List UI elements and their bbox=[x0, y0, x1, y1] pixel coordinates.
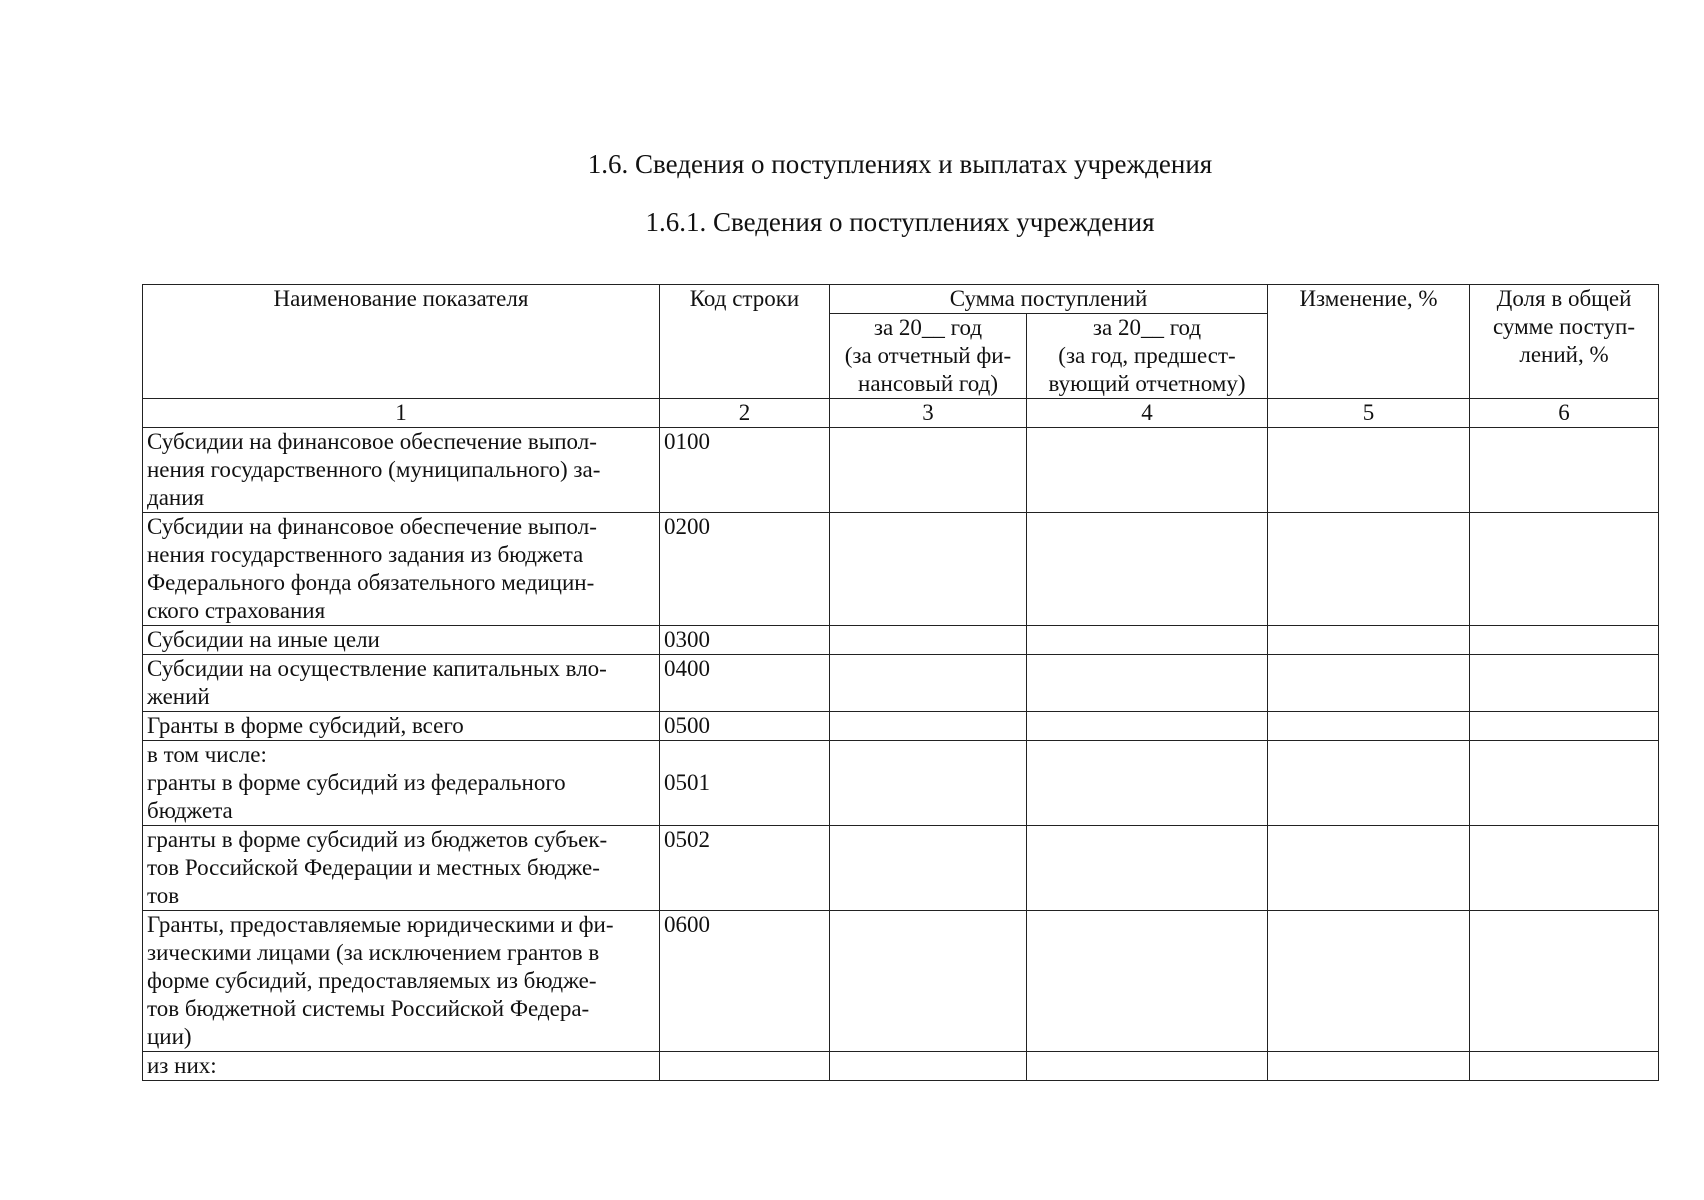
row-code-cell bbox=[660, 1052, 830, 1081]
indicator-name-line: Федерального фонда обязательного медицин- bbox=[147, 570, 595, 595]
header-share bbox=[1470, 285, 1659, 399]
value-cell[interactable] bbox=[1027, 1052, 1268, 1081]
value-cell[interactable] bbox=[1268, 741, 1470, 826]
indicator-name-line: Гранты, предоставляемые юридическими и фи- bbox=[147, 912, 614, 937]
indicator-name-line: бюджета bbox=[147, 798, 233, 823]
indicator-name-line: ции) bbox=[147, 1024, 192, 1049]
row-code-cell: 0502 bbox=[660, 826, 830, 911]
indicator-name-line: гранты в форме субсидий из федерального bbox=[147, 770, 566, 795]
indicator-name-line: Субсидии на финансовое обеспечение выпол- bbox=[147, 514, 597, 539]
value-cell[interactable] bbox=[830, 655, 1027, 712]
indicator-name-cell bbox=[143, 626, 660, 655]
header-sum-reporting-line: нансовый год) bbox=[858, 371, 998, 396]
indicator-name-cell bbox=[143, 513, 660, 626]
column-number: 5 bbox=[1268, 399, 1470, 428]
header-sum-reporting-line: (за отчетный фи- bbox=[844, 343, 1012, 368]
indicator-name-cell bbox=[143, 911, 660, 1052]
indicator-name-line: тов Российской Федерации и местных бюдже- bbox=[147, 855, 600, 880]
value-cell[interactable] bbox=[1268, 712, 1470, 741]
column-number-row bbox=[143, 399, 1659, 428]
column-number: 1 bbox=[143, 399, 660, 428]
value-cell[interactable] bbox=[1027, 626, 1268, 655]
value-cell[interactable] bbox=[830, 626, 1027, 655]
header-sum-previous-line: за 20__ год bbox=[1092, 315, 1202, 340]
value-cell[interactable] bbox=[830, 741, 1027, 826]
column-number: 6 bbox=[1470, 399, 1659, 428]
indicator-name-cell bbox=[143, 741, 660, 826]
value-cell[interactable] bbox=[1027, 826, 1268, 911]
value-cell[interactable] bbox=[830, 826, 1027, 911]
indicator-name-line: тов bbox=[147, 883, 180, 908]
indicator-name-cell bbox=[143, 1052, 660, 1081]
header-name: Наименование показателя bbox=[143, 285, 660, 399]
row-code-cell: 0500 bbox=[660, 712, 830, 741]
header-sum-previous bbox=[1027, 314, 1268, 399]
receipts-table bbox=[142, 284, 1659, 1081]
table-row bbox=[143, 712, 1659, 741]
indicator-name-line: Субсидии на осуществление капитальных вло- bbox=[147, 656, 607, 681]
value-cell[interactable] bbox=[1470, 655, 1659, 712]
column-number: 4 bbox=[1027, 399, 1268, 428]
row-code-cell: 0200 bbox=[660, 513, 830, 626]
value-cell[interactable] bbox=[1470, 712, 1659, 741]
indicator-name-line: форме субсидий, предоставляемых из бюдже- bbox=[147, 968, 597, 993]
indicator-name-line: дания bbox=[147, 485, 205, 510]
indicator-name-line: Субсидии на финансовое обеспечение выпол- bbox=[147, 429, 597, 454]
row-code-cell: 0501 bbox=[660, 741, 830, 826]
value-cell[interactable] bbox=[1268, 513, 1470, 626]
value-cell[interactable] bbox=[1027, 513, 1268, 626]
indicator-name-line: ского страхования bbox=[147, 598, 326, 623]
value-cell[interactable] bbox=[1268, 428, 1470, 513]
value-cell[interactable] bbox=[1027, 741, 1268, 826]
value-cell[interactable] bbox=[1470, 626, 1659, 655]
indicator-name-line: тов бюджетной системы Российской Федера- bbox=[147, 996, 590, 1021]
indicator-name-cell bbox=[143, 428, 660, 513]
value-cell[interactable] bbox=[1027, 712, 1268, 741]
indicator-name-cell bbox=[143, 655, 660, 712]
value-cell[interactable] bbox=[1027, 428, 1268, 513]
indicator-name-line: Гранты в форме субсидий, всего bbox=[147, 713, 464, 738]
header-share-line: сумме поступ- bbox=[1493, 314, 1635, 339]
value-cell[interactable] bbox=[830, 513, 1027, 626]
value-cell[interactable] bbox=[1268, 626, 1470, 655]
indicator-name-line: нения государственного (муниципального) за- bbox=[147, 457, 601, 482]
value-cell[interactable] bbox=[1268, 911, 1470, 1052]
indicator-name-line: жений bbox=[147, 684, 210, 709]
table-row bbox=[143, 826, 1659, 911]
header-share-line: лений, % bbox=[1519, 342, 1609, 367]
value-cell[interactable] bbox=[830, 712, 1027, 741]
value-cell[interactable] bbox=[1027, 911, 1268, 1052]
table-row bbox=[143, 428, 1659, 513]
indicator-name-line: из них: bbox=[147, 1053, 217, 1078]
table-body bbox=[143, 428, 1659, 1081]
value-cell[interactable] bbox=[1470, 826, 1659, 911]
table-row bbox=[143, 655, 1659, 712]
indicator-name-line: гранты в форме субсидий из бюджетов субъек- bbox=[147, 827, 608, 852]
row-code-cell: 0100 bbox=[660, 428, 830, 513]
row-code-cell: 0600 bbox=[660, 911, 830, 1052]
header-sum-previous-line: вующий отчетному) bbox=[1048, 371, 1246, 396]
value-cell[interactable] bbox=[1470, 741, 1659, 826]
table-row bbox=[143, 911, 1659, 1052]
header-share-line: Доля в общей bbox=[1496, 286, 1632, 311]
indicator-name-line: нения государственного задания из бюджета bbox=[147, 542, 584, 567]
table-row bbox=[143, 513, 1659, 626]
column-number: 3 bbox=[830, 399, 1027, 428]
value-cell[interactable] bbox=[1470, 428, 1659, 513]
value-cell[interactable] bbox=[1470, 513, 1659, 626]
indicator-name-cell bbox=[143, 826, 660, 911]
indicator-name-cell bbox=[143, 712, 660, 741]
value-cell[interactable] bbox=[830, 911, 1027, 1052]
value-cell[interactable] bbox=[1268, 826, 1470, 911]
value-cell[interactable] bbox=[1470, 1052, 1659, 1081]
value-cell[interactable] bbox=[1268, 1052, 1470, 1081]
header-code: Код строки bbox=[660, 285, 830, 399]
indicator-name-line: в том числе: bbox=[147, 742, 267, 767]
header-sum-previous-line: (за год, предшест- bbox=[1058, 343, 1236, 368]
value-cell[interactable] bbox=[830, 1052, 1027, 1081]
table-row bbox=[143, 626, 1659, 655]
indicator-name-line: Субсидии на иные цели bbox=[147, 627, 380, 652]
section-heading: 1.6. Сведения о поступлениях и выплатах учреждения bbox=[587, 149, 1213, 179]
value-cell[interactable] bbox=[1470, 911, 1659, 1052]
indicator-name-line: зическими лицами (за исключением грантов в bbox=[147, 940, 600, 965]
table-row bbox=[143, 1052, 1659, 1081]
header-change: Изменение, % bbox=[1268, 285, 1470, 399]
row-code-cell: 0400 bbox=[660, 655, 830, 712]
header-sum: Сумма поступлений bbox=[830, 285, 1268, 314]
header-sum-reporting-line: за 20__ год bbox=[873, 315, 983, 340]
subsection-heading: 1.6.1. Сведения о поступлениях учреждения bbox=[645, 207, 1155, 237]
column-number: 2 bbox=[660, 399, 830, 428]
value-cell[interactable] bbox=[1027, 655, 1268, 712]
value-cell[interactable] bbox=[830, 428, 1027, 513]
value-cell[interactable] bbox=[1268, 655, 1470, 712]
header-sum-reporting bbox=[830, 314, 1027, 399]
row-code-cell: 0300 bbox=[660, 626, 830, 655]
table-row bbox=[143, 741, 1659, 826]
